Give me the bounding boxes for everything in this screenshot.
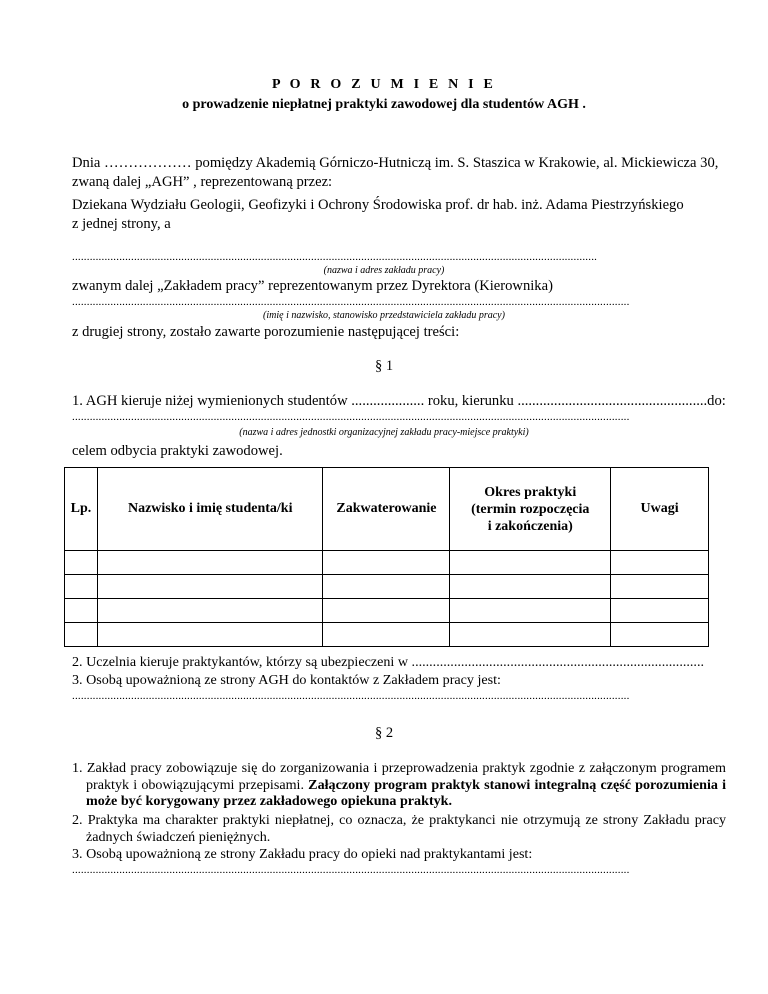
cell[interactable] (65, 551, 98, 575)
cell[interactable] (323, 599, 450, 623)
col-header-student-name: Nazwisko i imię studenta/ki (97, 468, 323, 551)
col-header-remarks: Uwagi (611, 468, 709, 551)
other-side-text: z drugiej strony, zostało zawarte porozumienie następującej treści: (72, 324, 460, 340)
cell[interactable] (97, 575, 323, 599)
col-header-period (450, 468, 611, 551)
cell[interactable] (450, 575, 611, 599)
intro-line-3: Dziekana Wydziału Geologii, Geofizyki i Ochrony Środowiska prof. dr hab. inż. Adama Piestrzyńskiego (72, 197, 684, 213)
cell[interactable] (611, 599, 709, 623)
document-subtitle: o prowadzenie niepłatnej praktyki zawodowej dla studentów AGH . (182, 97, 586, 112)
section-1-item-1: 1. AGH kieruje niżej wymienionych studentów .................... roku, kierunku ....................................................do: (72, 393, 726, 409)
cell[interactable] (65, 575, 98, 599)
cell[interactable] (65, 623, 98, 647)
workplace-caption: (nazwa i adres zakładu pracy) (323, 265, 445, 276)
cell[interactable] (450, 599, 611, 623)
cell[interactable] (323, 623, 450, 647)
table-header-row (65, 468, 709, 551)
section-1-item-2: 2. Uczelnia kieruje praktykantów, którzy są ubezpieczeni w ................................................................................... (72, 654, 704, 670)
cell[interactable] (611, 575, 709, 599)
section-2-item-1-text: 1. Zakład pracy zobowiązuje się do zorganizowania i przeprowadzenia praktyk zgodnie z załączonym programem praktyk i obowiązującymi przepisami. (72, 760, 726, 793)
cell[interactable] (611, 551, 709, 575)
practice-purpose: celem odbycia praktyki zawodowej. (72, 443, 283, 459)
document-title: P O R O Z U M I E N I E (271, 77, 497, 92)
cell[interactable] (97, 551, 323, 575)
practice-location-field: ............................................................................................................................................................................................. (72, 411, 630, 423)
students-table (64, 467, 709, 647)
cell[interactable] (450, 623, 611, 647)
cell[interactable] (65, 599, 98, 623)
agh-contact-field: ............................................................................................................................................................................................. (72, 690, 630, 702)
cell[interactable] (323, 551, 450, 575)
table-row (65, 599, 709, 623)
period-line-3: i zakończenia) (487, 518, 573, 534)
representative-field: ............................................................................................................................................................................................. (72, 296, 630, 308)
represented-text: zwanym dalej „Zakładem pracy” reprezentowanym przez Dyrektora (Kierownika) (72, 278, 553, 294)
section-2-item-2: 2. Praktyka ma charakter praktyki niepłatnej, co oznacza, że praktykanci nie otrzymują ze strony Zakładu pracy żadnych świadczeń pieniężnych. (72, 812, 726, 845)
cell[interactable] (611, 623, 709, 647)
col-header-accommodation: Zakwaterowanie (323, 468, 450, 551)
table-row (65, 575, 709, 599)
col-header-lp: Lp. (65, 468, 98, 551)
practice-location-caption: (nazwa i adres jednostki organizacyjnej zakładu pracy-miejsce praktyki) (239, 427, 529, 438)
section-2-item-1-bold: Załączony program praktyk stanowi integralną część porozumienia i może być korygowany przez zakładowego opiekuna praktyk. (86, 776, 726, 809)
period-line-1: Okres praktyki (484, 484, 577, 500)
intro-line-4: z jednej strony, a (72, 216, 171, 232)
cell[interactable] (97, 623, 323, 647)
intro-line-2: zwaną dalej „AGH” , reprezentowaną przez: (72, 174, 333, 190)
cell[interactable] (323, 575, 450, 599)
table-row (65, 623, 709, 647)
section-2-item-3: 3. Osobą upoważnioną ze strony Zakładu pracy do opieki nad praktykantami jest: (72, 846, 533, 862)
section-1-heading: § 1 (374, 358, 394, 374)
representative-caption: (imię i nazwisko, stanowisko przedstawiciela zakładu pracy) (263, 310, 505, 321)
cell[interactable] (97, 599, 323, 623)
period-line-2: (termin rozpoczęcia (471, 501, 590, 517)
section-2-heading: § 2 (374, 725, 394, 741)
section-2-item-1 (72, 760, 726, 810)
cell[interactable] (450, 551, 611, 575)
workplace-field: .................................................................................................................................................................................. (72, 251, 598, 263)
table-row (65, 551, 709, 575)
section-1-item-3: 3. Osobą upoważnioną ze strony AGH do kontaktów z Zakładem pracy jest: (72, 672, 501, 688)
supervisor-field: ............................................................................................................................................................................................. (72, 864, 630, 876)
intro-line-1: Dnia ……………… pomiędzy Akademią Górniczo-Hutniczą im. S. Staszica w Krakowie, al. Mickiewicza 30, (72, 155, 719, 171)
